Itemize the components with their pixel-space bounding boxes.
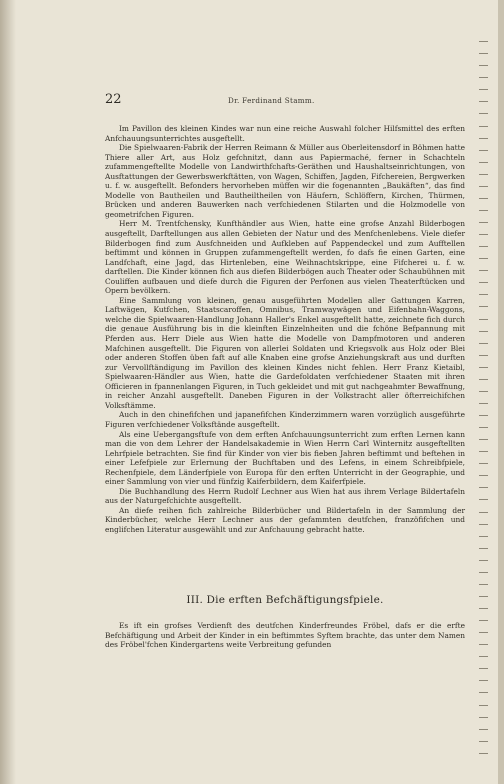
paragraph: An diefe reihen fich zahlreiche Bilderbücher und Bildertafeln in der Sammlung der Kinderbücher, welche Herr Lechner aus der gefammten deutfchen, franzöfifchen und englifchen Literatur ausgewählt und zur Anfchauung gebracht hatte.	[105, 505, 465, 534]
measuring-scale	[479, 30, 488, 754]
page-header	[105, 92, 445, 110]
paragraph: Die Spielwaaren-Fabrik der Herren Reimann & Müller aus Oberleitensdorf in Böhmen hatte Thiere aller Art, aus Holz gefchnitzt, dann aus Papiermaché, ferner in Schachteln zufammengeftellte Modelle von Landwirthfchafts-Geräthen und Haushaltseinrichtungen, von Ausftattungen der Gewerbswerkftätten, von Wagen, Schiffen, Jagden, Fifchereien, Bergwerken u. f. w. ausgeftellt. Befonders hervorheben müffen wir die fogenannten „Baukäften“, das find Modelle von Bautheilen und Bautheiltheilen von Häufern, Schlöffern, Kirchen, Thürmen, Brücken und anderen Bauwerken nach verfchiedenen Stilarten und die Holzmodelle von geometrifchen Figuren.	[105, 143, 465, 219]
paragraph: Die Buchhandlung des Herrn Rudolf Lechner aus Wien hat aus ihrem Verlage Bildertafeln aus der Naturgefchichte ausgeftellt.	[105, 486, 465, 506]
section-heading: III. Die erften Befchäftigungsfpiele.	[186, 594, 384, 606]
paragraph: Herr M. Trentfchensky, Kunfthändler aus Wien, hatte eine grofse Anzahl Bilderbogen ausgeftellt, Darftellungen aus allen Gebieten der Natur und des Menfchenlebens. Viele diefer Bilderbogen find zum Ausfchneiden und Aufkleben auf Pappendeckel und zum Aufftellen beftimmt und können in Gruppen zufammengeftellt werden, fo dafs fie einen Garten, eine Landfchaft, eine Jagd, das Hirtenleben, eine Weihnachtskrippe, eine Fifcherei u. f. w. darftellen. Die Kinder können fich aus diefen Bilderbögen auch Theater oder Schaubühnen mit Couliffen aufbauen und diefe durch die Figuren der Perfonen aus vielen Theaterftücken und Opern bevölkern.	[105, 219, 465, 296]
page-gutter	[0, 0, 16, 784]
paragraph: Im Pavillon des kleinen Kindes war nun eine reiche Auswahl folcher Hilfsmittel des erften Anfchauungsunterrichtes ausgeftellt.	[105, 124, 465, 143]
section-body	[105, 621, 465, 650]
body-text	[105, 124, 465, 535]
paragraph: Es ift ein grofses Verdienft des deutfchen Kinderfreundes Fröbel, dafs er die erfte Befchäftigung und Arbeit der Kinder in ein beftimmtes Syftem brachte, das unter dem Namen des Fröbel'fchen Kindergartens weite Verbreitung gefunden	[105, 621, 465, 650]
page-number: 22	[105, 92, 122, 107]
running-title: Dr. Ferdinand Stamm.	[228, 96, 315, 105]
paragraph: Als eine Uebergangsftufe von dem erften Anfchauungsunterricht zum erften Lernen kann man die von dem Lehrer der Handelsakademie in Wien Herrn Carl Winternitz ausgeftellten Lehrfpiele betrachten. Sie find für Kinder von vier bis fieben Jahren beftimmt und beftehen in einer Lefefpiele zur Erlernung der Buchftaben und des Lefens, in einem Schreibfpiele, Rechenfpiele, dem Länderfpiele von Europa für den erften Unterricht in der Geographie, und einer Sammlung von vier und fünfzig Kaiferbildern, dem Kaiferfpiele.	[105, 429, 465, 487]
paragraph: Eine Sammlung von kleinen, genau ausgeführten Modellen aller Gattungen Karren, Laftwägen, Kutfchen, Staatscaroffen, Omnibus, Tramwaywägen und Eifenbahn-Waggons, welche die Spielwaaren-Handlung Johann Haller's Enkel ausgeftellt hatte, zeichnete fich durch die genaue Ausführung bis in die kleinften Einzelnheiten und die fchöne Befpannung mit Pferden aus. Herr Diele aus Wien hatte die Modelle von Dampfmotoren und anderen Mafchinen ausgeftellt. Die Figuren von allerlei Soldaten und Kriegsvolk aus Holz oder Blei oder anderen Stoffen üben faft auf alle Knaben eine grofse Anziehungskraft aus und durften zur Vervollftändigung im Pavillon des kleinen Kindes nicht fehlen. Herr Franz Kietaibl, Spielwaaren-Händler aus Wien, hatte die Gardefoldaten verfchiedener Staaten mit ihren Officieren in fpannenlangen Figuren, in Tuch gekleidet und mit gut nachgeahmter Bewaffnung, in reicher Anzahl ausgeftellt. Daneben Figuren in der Volkstracht aller öfterreichifchen Volksftämme.	[105, 295, 465, 410]
paragraph: Auch in den chinefifchen und japanefifchen Kinderzimmern waren vorzüglich ausgeführte Figuren verfchiedener Volksftände ausgeftellt.	[105, 410, 465, 429]
